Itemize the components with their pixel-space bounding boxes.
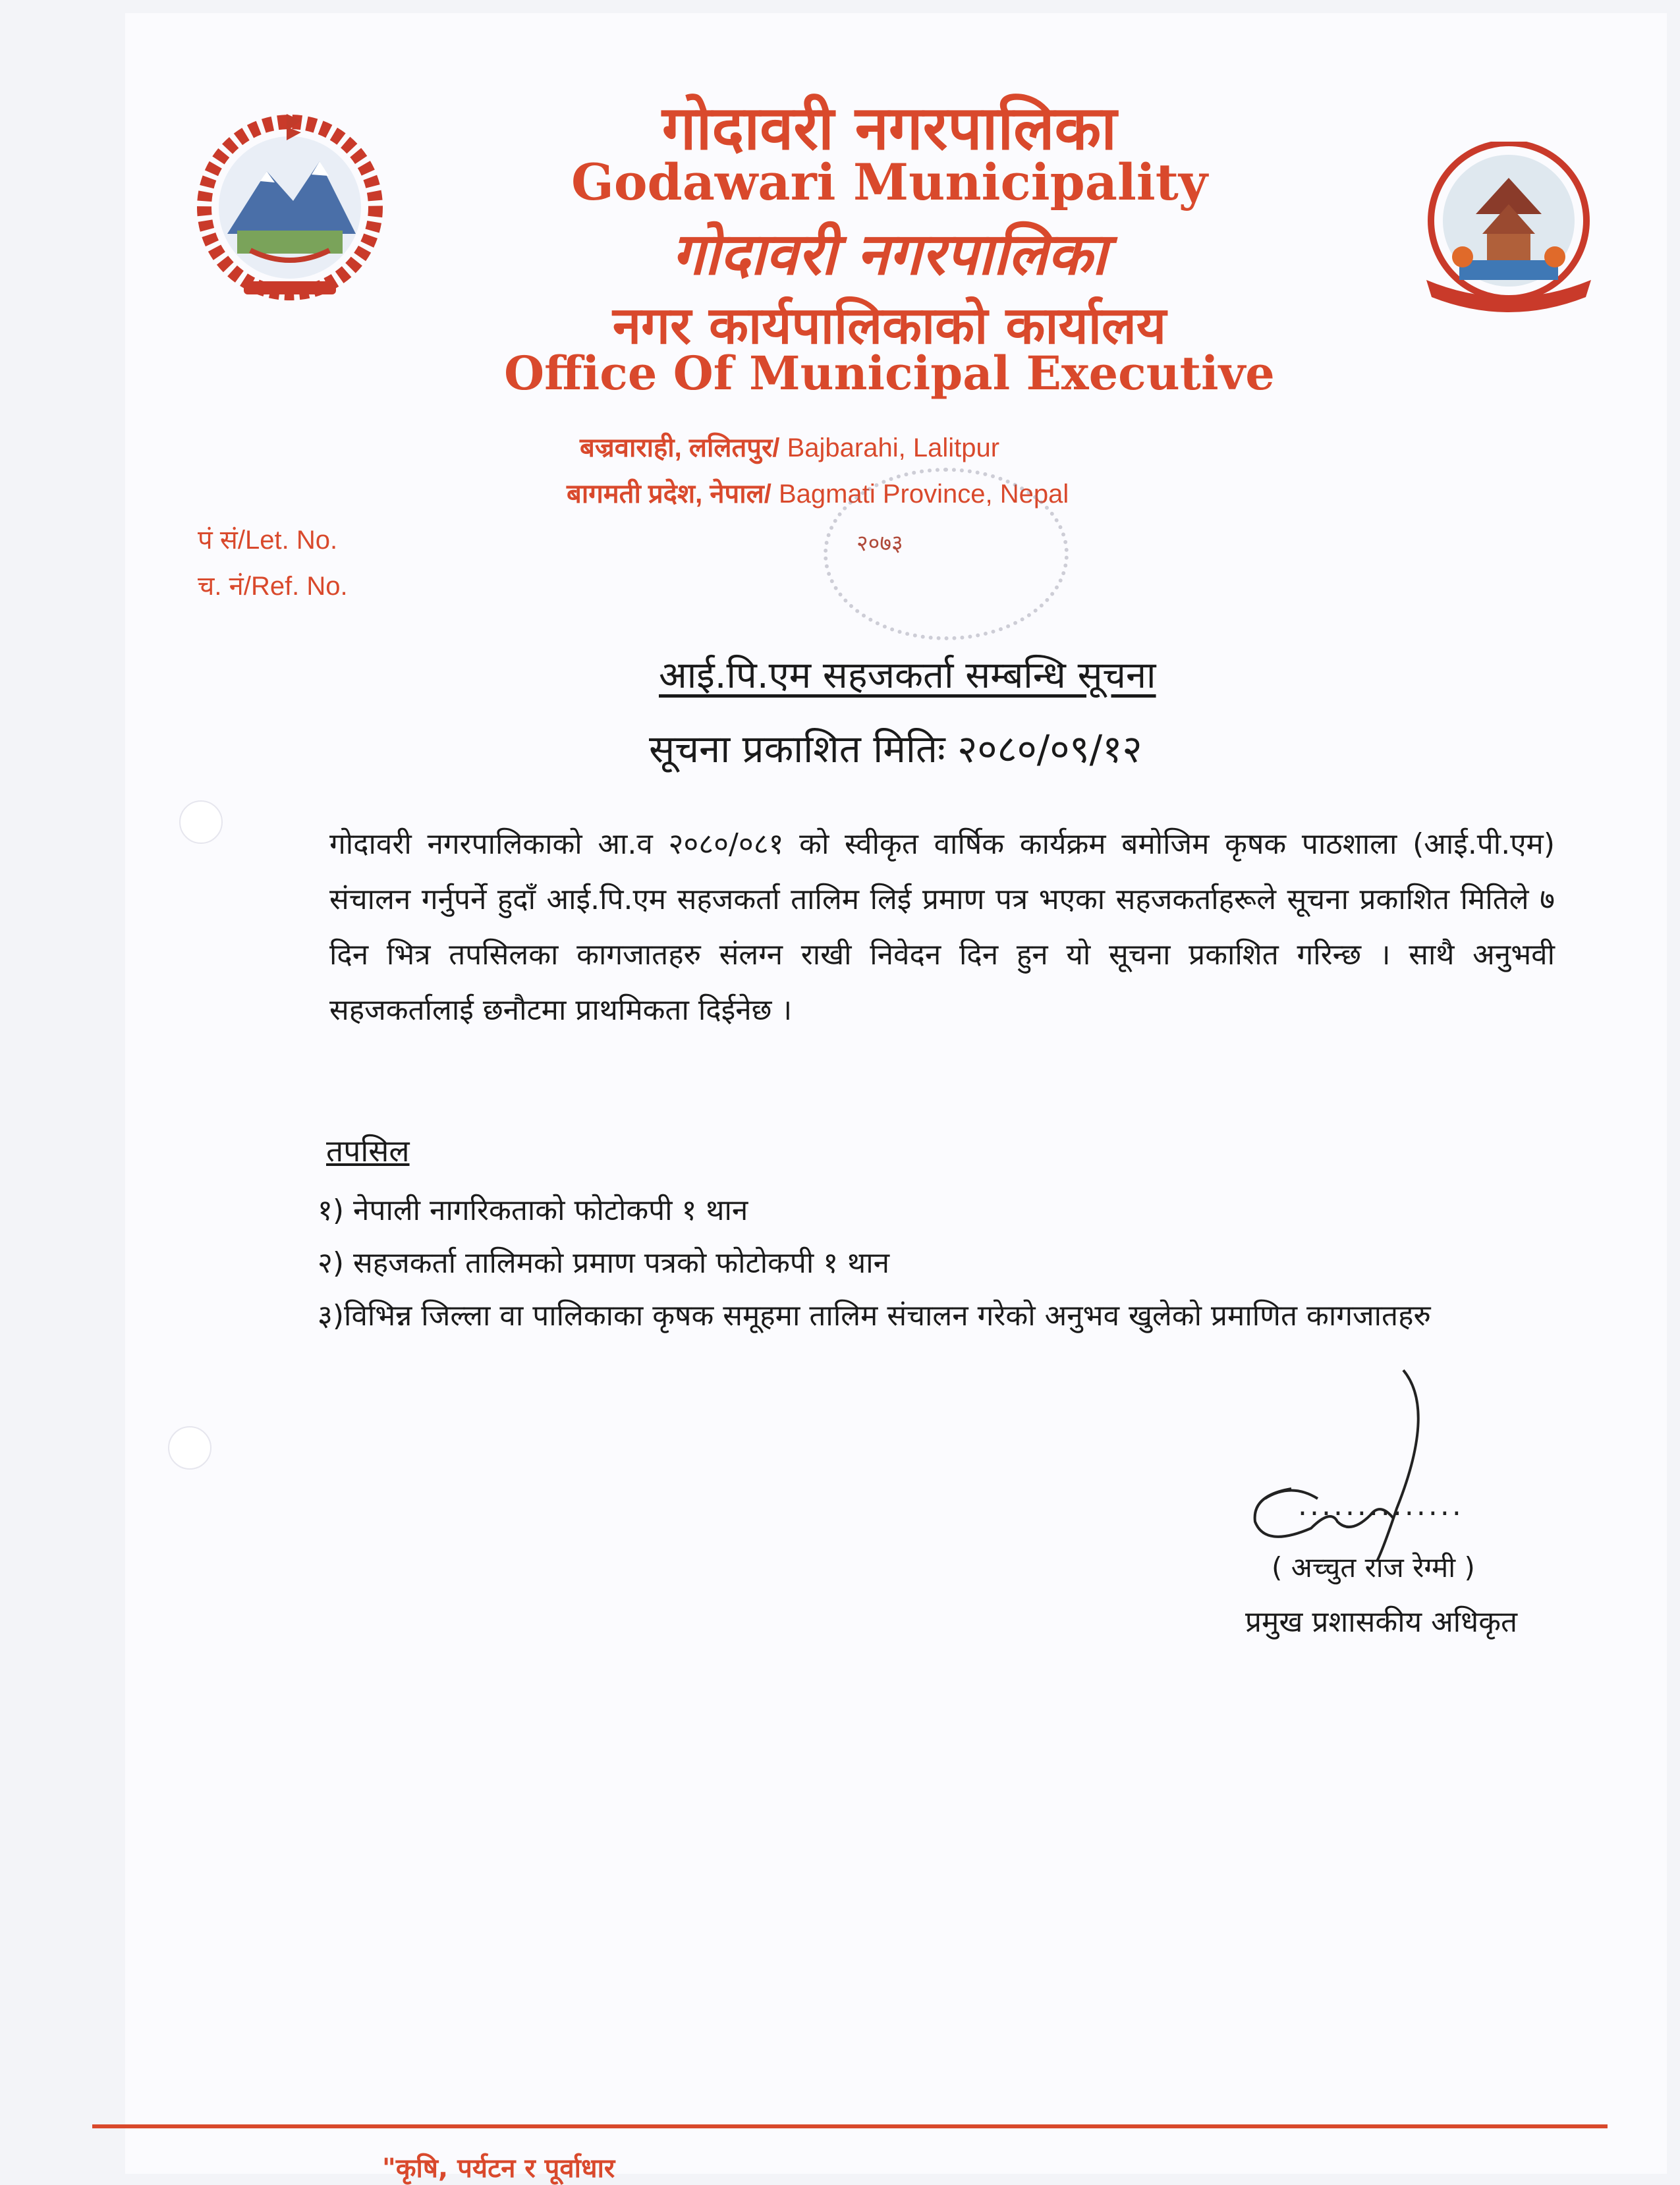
reference-number-label: च. नं/Ref. No.: [198, 572, 348, 601]
signature-line: ..............: [1298, 1489, 1464, 1522]
footer-slogan: "कृषि, पर्यटन र पूर्वाधार: [382, 2153, 615, 2184]
punch-hole: [179, 800, 223, 844]
address-line-1-nepali: बज्रवाराही, ललितपुर/: [580, 433, 780, 462]
notice-date: सूचना प्रकाशित मितिः २०८०/०९/१२: [649, 727, 1142, 771]
footer-divider: [92, 2124, 1608, 2128]
punch-hole: [168, 1426, 211, 1470]
list-item: २) सहजकर्ता तालिमको प्रमाण पत्रको फोटोकपी १ थान: [318, 1246, 890, 1280]
address-line-1-english: Bajbarahi, Lalitpur: [787, 433, 1000, 462]
municipality-name-nepali: गोदावरी नगरपालिका: [661, 93, 1117, 163]
municipality-name-english: Godawari Municipality: [571, 153, 1208, 211]
notice-title: आई.पि.एम सहजकर्ता सम्बन्धि सूचना: [659, 654, 1156, 697]
municipality-name-stylized: गोदावरी नगरपालिका: [671, 219, 1107, 288]
letter-number-label: पं सं/Let. No.: [198, 526, 338, 555]
notice-body: गोदावरी नगरपालिकाको आ.व २०८०/०८१ को स्वीकृत वार्षिक कार्यक्रम बमोजिम कृषक पाठशाला (आई.पी.एम) संचालन गर्नुपर्ने हुदाँ आई.पि.एम सहजकर्ता तालिम लिई प्रमाण पत्र भएका सहजकर्ताहरूले सूचना प्रकाशित मितिले ७ दिन भित्र तपसिलका कागजातहरु संलग्न राखी निवेदन दिन हुन यो सूचना प्रकाशित गरिन्छ । साथै अनुभवी सहजकर्तालाई छनौटमा प्राथमिकता दिईनेछ ।: [329, 827, 1555, 1027]
list-item: १) नेपाली नागरिकताको फोटोकपी १ थान: [318, 1194, 748, 1227]
office-name-english: Office Of Municipal Executive: [504, 346, 1275, 401]
nepal-emblem-logo: [188, 109, 392, 306]
list-title: तपसिल: [326, 1133, 410, 1169]
established-year: २०७३: [856, 530, 903, 557]
signature-scribble: [1239, 1357, 1476, 1568]
address-line-2-english: Bagmati Province, Nepal: [778, 480, 1069, 509]
address-line-1: [580, 428, 1239, 464]
address-line-2-nepali: बागमती प्रदेश, नेपाल/: [567, 480, 771, 509]
municipal-logo: [1413, 142, 1604, 319]
signatory-designation: प्रमुख प्रशासकीय अधिकृत: [1245, 1605, 1518, 1639]
office-name-nepali: नगर कार्यपालिकाको कार्यालय: [612, 296, 1167, 356]
signatory-name: ( अच्चुत राज रेग्मी ): [1272, 1551, 1475, 1584]
list-item: ३)विभिन्न जिल्ला वा पालिकाका कृषक समूहमा तालिम संचालन गरेको अनुभव खुलेको प्रमाणित कागजातहरु: [318, 1299, 1431, 1333]
